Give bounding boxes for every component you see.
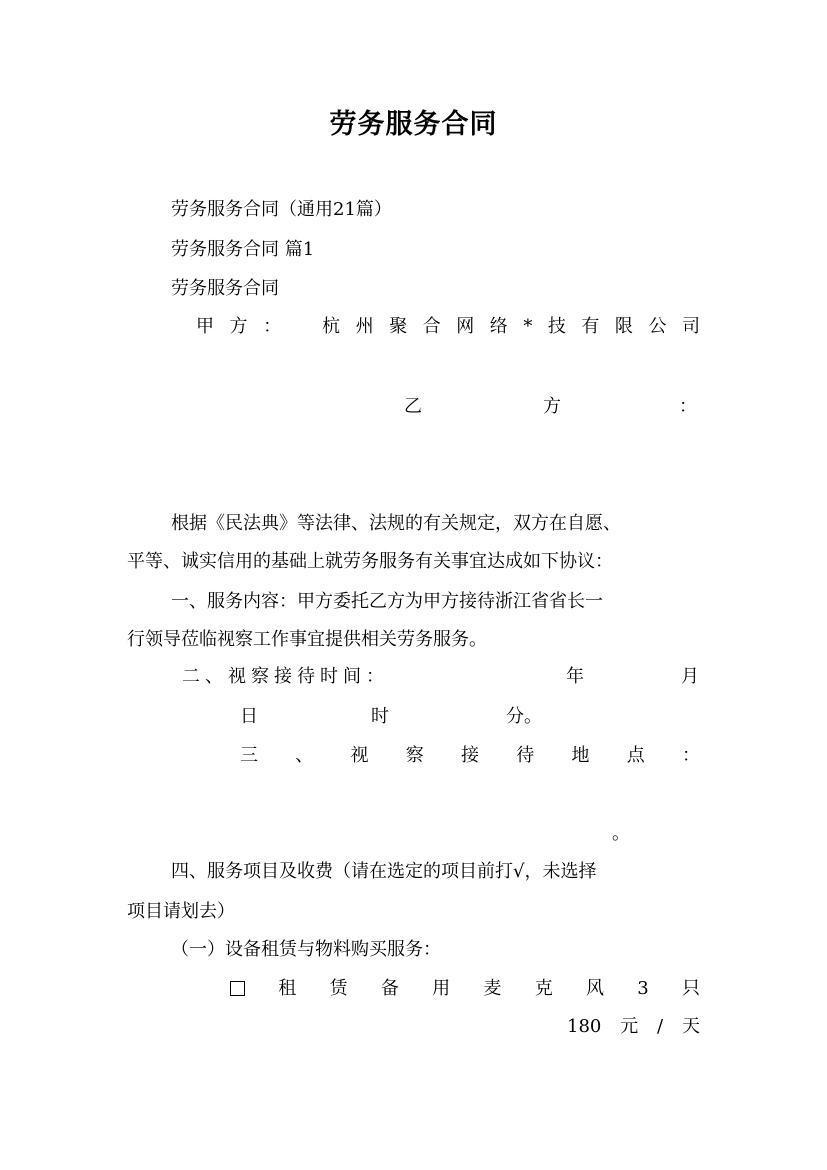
- section-1-heading: （一）设备租赁与物料购买服务：: [171, 939, 441, 960]
- item-1-char: 用: [432, 978, 451, 999]
- item-1-line: [230, 977, 700, 1001]
- contract-name: 劳务服务合同: [171, 278, 279, 299]
- clause-4-line-1: 四、服务项目及收费（请在选定的项目前打√，未选择: [171, 861, 597, 882]
- clause-3-line: [240, 744, 700, 768]
- clause-3-char: 察: [405, 745, 424, 766]
- party-a-char: 技: [547, 316, 566, 337]
- party-a-char: 杭: [322, 316, 341, 337]
- clause-3-char: 三: [240, 745, 258, 766]
- intro-line-2: 平等、诚实信用的基础上就劳务服务有关事宜达成如下协议：: [127, 551, 613, 572]
- party-a-char: 限: [614, 316, 633, 337]
- clause-2-month: 月: [681, 666, 699, 687]
- clause-3-end: 。: [612, 823, 630, 844]
- party-a-char: 公: [648, 316, 667, 337]
- checkbox-icon[interactable]: [230, 981, 245, 996]
- item-1-char: 租: [278, 978, 297, 999]
- party-a-char: 州: [355, 316, 374, 337]
- clause-3-char: 待: [516, 745, 535, 766]
- item-1-char: 赁: [329, 978, 348, 999]
- party-b-char: 方: [543, 396, 561, 417]
- party-a-char: 络: [489, 316, 508, 337]
- item-1-char: 克: [534, 978, 553, 999]
- clause-2-year: 年: [566, 666, 584, 687]
- page-title: 劳务服务合同: [329, 109, 498, 140]
- clause-3-char: 地: [571, 745, 590, 766]
- item-1-char: 备: [380, 978, 399, 999]
- price-unit: 元: [620, 1016, 639, 1037]
- clause-2-minute: 分。: [506, 706, 542, 727]
- clause-3-char: 视: [350, 745, 369, 766]
- party-b-colon: ：: [679, 396, 697, 417]
- party-a-char: 甲: [196, 316, 214, 337]
- party-a-char: 司: [681, 316, 700, 337]
- collection-subtitle: 劳务服务合同（通用21篇）: [171, 199, 392, 220]
- party-a-char: 合: [422, 316, 441, 337]
- clause-1-line-2: 行领导莅临视察工作事宜提供相关劳务服务。: [127, 629, 487, 650]
- item-1-char: 风: [585, 978, 604, 999]
- party-a-char: 聚: [389, 316, 408, 337]
- clause-3-char: 、: [295, 745, 314, 766]
- price-value: 180: [567, 1016, 602, 1037]
- item-1-char: 3: [637, 978, 649, 999]
- party-b-label: 乙: [404, 396, 422, 417]
- clause-2-label: 二、视察接待时间：: [182, 666, 389, 687]
- clause-2-day: 日: [240, 706, 258, 727]
- clause-3-char: ：: [682, 745, 700, 766]
- item-1-price: [567, 1015, 700, 1039]
- clause-3-char: 接: [461, 745, 479, 766]
- price-per: 天: [681, 1016, 700, 1037]
- clause-4-line-2: 项目请划去）: [127, 901, 235, 922]
- party-a-char: 网: [456, 316, 475, 337]
- clause-1-line-1: 一、服务内容：甲方委托乙方为甲方接待浙江省省长一: [171, 591, 603, 612]
- price-slash: /: [657, 1016, 664, 1037]
- party-a-char: 方: [229, 316, 248, 337]
- clause-2-hour: 时: [371, 706, 389, 727]
- party-a-char: 有: [581, 316, 600, 337]
- clause-3-char: 点: [626, 745, 645, 766]
- item-1-char: 麦: [483, 978, 502, 999]
- party-a-line: [196, 315, 700, 339]
- intro-line-1: 根据《民法典》等法律、法规的有关规定，双方在自愿、: [171, 513, 621, 534]
- item-1-char: 只: [681, 978, 700, 999]
- article-heading: 劳务服务合同 篇1: [171, 239, 315, 260]
- party-a-char: ：: [263, 316, 282, 337]
- party-a-char: *: [523, 316, 533, 337]
